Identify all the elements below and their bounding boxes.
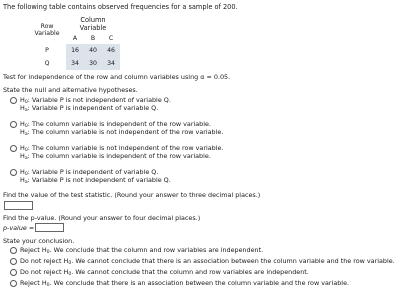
conclusion-option-4[interactable]: Reject $H_0$. We conclude that there is an association between the column variable and the row variable.	[10, 279, 349, 287]
p-value-prompt: Find the p-value. (Round your answer to four decimal places.)	[3, 214, 201, 222]
p-value-label: p-value =	[3, 224, 35, 232]
table-cell: 46	[102, 44, 120, 57]
test-statistic-input[interactable]	[4, 201, 33, 210]
hypotheses-prompt: State the null and alternative hypotheses.	[3, 86, 138, 94]
hypothesis-option-1[interactable]: $H_0$: Variable P is not independent of variable Q. $H_a$: Variable P is independent of variable Q.	[10, 96, 171, 112]
row-variable-header: Row Variable	[34, 23, 60, 38]
hypothesis-option-3[interactable]: $H_0$: The column variable is not independent of the row variable. $H_a$: The column variable is independent of the row variable.	[10, 144, 223, 160]
radio-button[interactable]	[10, 145, 17, 152]
conclusion-option-3[interactable]: Do not reject $H_0$. We cannot conclude that the column and row variables are independent.	[10, 268, 309, 276]
problem-intro: The following table contains observed frequencies for a sample of 200.	[3, 3, 238, 11]
column-header-b: B	[84, 32, 102, 44]
test-statistic-prompt: Find the value of the test statistic. (Round your answer to three decimal places.)	[3, 191, 261, 199]
row-label-q: Q	[44, 60, 50, 68]
column-header-c: C	[102, 32, 120, 44]
conclusion-option-1[interactable]: Reject $H_0$. We conclude that the column and row variables are independent.	[10, 246, 263, 254]
radio-button[interactable]	[10, 280, 17, 287]
radio-button[interactable]	[10, 121, 17, 128]
hypothesis-option-2[interactable]: $H_0$: The column variable is independent of the row variable. $H_a$: The column variable is not independent of the row variable.	[10, 120, 223, 136]
row-label-p: P	[45, 47, 49, 55]
p-value-input[interactable]	[35, 223, 64, 232]
hypothesis-option-4[interactable]: $H_0$: Variable P is independent of variable Q. $H_a$: Variable P is not independent of variable Q.	[10, 168, 171, 184]
frequency-table	[28, 16, 120, 70]
table-cell: 40	[84, 44, 102, 57]
test-instructions: Test for independence of the row and column variables using α = 0.05.	[3, 73, 231, 81]
table-cell: 30	[84, 57, 102, 70]
table-cell: 16	[66, 44, 84, 57]
radio-button[interactable]	[10, 97, 17, 104]
conclusion-option-2[interactable]: Do not reject $H_0$. We cannot conclude that there is an association between the column variable and the row variable.	[10, 257, 395, 265]
conclusion-prompt: State your conclusion.	[3, 237, 75, 245]
radio-button[interactable]	[10, 169, 17, 176]
table-cell: 34	[66, 57, 84, 70]
table-cell: 34	[102, 57, 120, 70]
radio-button[interactable]	[10, 269, 17, 276]
column-variable-header: Column Variable	[79, 16, 107, 33]
radio-button[interactable]	[10, 258, 17, 265]
radio-button[interactable]	[10, 247, 17, 254]
column-header-a: A	[66, 32, 84, 44]
